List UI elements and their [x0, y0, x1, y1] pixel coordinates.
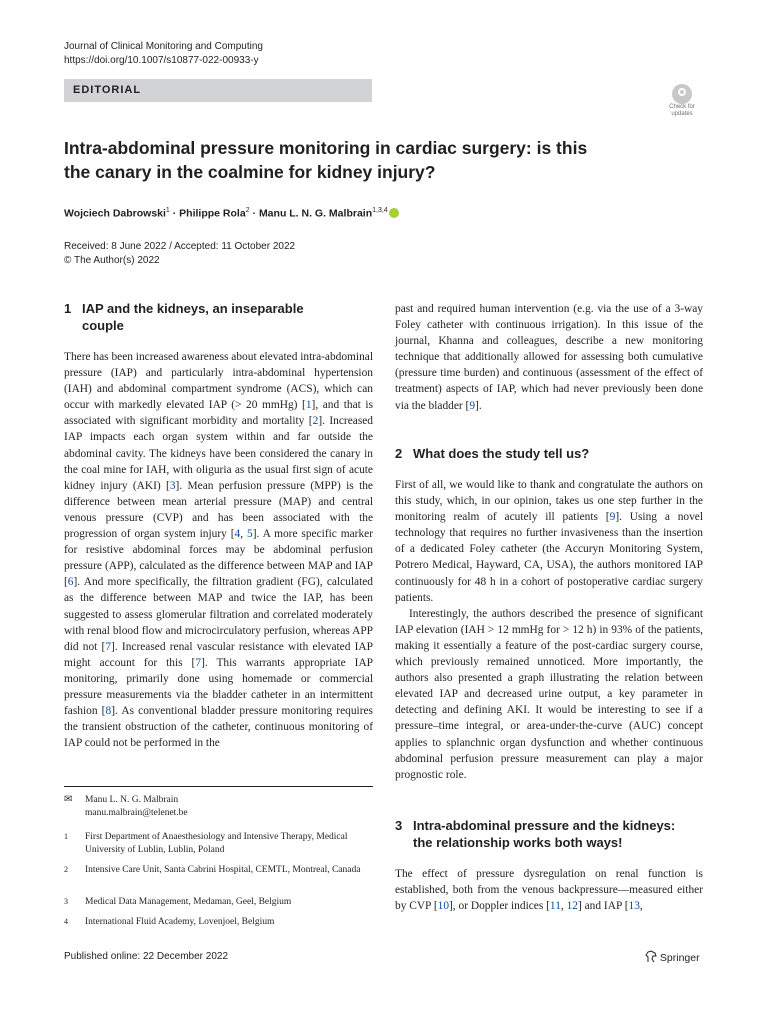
copyright-line: © The Author(s) 2022	[64, 255, 160, 266]
title-line-1: Intra-abdominal pressure monitoring in cardiac surgery: is this	[64, 138, 588, 158]
citation-link[interactable]: 7	[195, 656, 202, 669]
corresponding-author-email[interactable]: manu.malbrain@telenet.be	[85, 807, 188, 818]
section-title-line-1: IAP and the kidneys, an inseparable	[82, 301, 304, 316]
corresponding-author	[64, 794, 373, 820]
affiliation-mark: 2	[64, 865, 68, 874]
affiliation-item	[64, 916, 373, 930]
badge-line2: updates	[671, 111, 693, 117]
article-dates	[64, 240, 295, 268]
section-number: 1	[64, 301, 72, 316]
section-title-line-2: couple	[82, 318, 124, 333]
corresponding-author-name: Manu L. N. G. Malbrain	[85, 795, 179, 805]
citation-link[interactable]: 4	[234, 528, 241, 541]
article-type-banner: EDITORIAL	[64, 79, 372, 102]
citation-link[interactable]: 9	[469, 399, 476, 412]
paragraph: First of all, we would like to thank and congratulate the authors on this study, which, in our opinion, takes us one step further in the monitoring realm of acutely ill patients [9]. Using a novel technology that requires no further invasiveness than the insertion of a dedicated Foley catheter (the Accuryn Monitoring System, Potrero Medical, Hayward, CA, USA), the authors monitored IAP continuously for 48 h in a cohort of postoperative cardiac surgery patients.	[395, 479, 704, 604]
bookmark-icon	[672, 84, 692, 104]
affiliation-item	[64, 831, 373, 857]
section-number: 2	[395, 446, 403, 461]
citation-link[interactable]: 9	[609, 511, 616, 524]
paragraph: There has been increased awareness about elevated intra-abdominal pressure (IAP) and particularly intra-abdominal hypertension (IAH) and abdominal compartment syndrome (ACS), which can occur with markedly elevated IAP (> 20 mmHg) [1], and that is associated with significant morbidity and mortality [2]. Increased IAP impacts each organ system within and far outside the abdominal cavity. The kidneys have been considered the canary in the coal mine for IAH, with oliguria as the usual first sign of acute kidney injury (AKI) [3]. Mean perfusion pressure (MPP) is the difference between mean arterial pressure (MAP) and central venous pressure (CVP) and has been associated with the progression of organ system injury [4, 5]. A more specific marker for resistive abdominal forces may be abdominal perfusion pressure (APP), calculated as the difference between MAP and IAP [6]. And more specifically, the filtration gradient (FG), calculated as the difference between MAP and twice the IAP, has been suggested to assess glomerular filtration and correlated moderately with renal blood flow and microcirculatory perfusion, whereas APP did not [7]. Increased renal vascular resistance with elevated IAP might account for this [7]. This warrants appropriate IAP monitoring, primarily done using homemade or commercial pressure measurements via the bladder catheter in an intermittent fashion [8]. As conventional bladder pressure monitoring requires the transient obstruction of the catheter, continuous monitoring of IAP could not be performed in the	[64, 351, 374, 750]
citation-link[interactable]: 3	[169, 479, 176, 492]
author-name[interactable]: Philippe Rola	[179, 207, 246, 220]
citation-link[interactable]: 13	[628, 900, 640, 913]
check-for-updates-badge[interactable]	[662, 84, 702, 124]
springer-horse-icon	[645, 950, 657, 963]
affiliation-mark: 3	[64, 897, 68, 906]
affiliation-text: Intensive Care Unit, Santa Cabrini Hospital, CEMTL, Montreal, Canada	[85, 865, 361, 875]
title-line-2: the canary in the coalmine for kidney injury?	[64, 162, 436, 182]
citation-link[interactable]: 5	[247, 528, 253, 541]
paragraph: past and required human intervention (e.g. via the use of a 3-way Foley catheter with continuous irrigation). In this issue of the journal, Khanna and colleagues, describe a new monitoring technique that additionally allowed for assessing both cumulative (pressure time burden) and continuous (assessment of the effect of treatment) aspects of IAP, which had never previously been done via the bladder [9].	[395, 303, 703, 412]
footnote-divider	[64, 786, 373, 787]
section-1-heading	[64, 300, 364, 334]
paragraph: Interestingly, the authors described the presence of significant IAP elevation (IAH > 12 mmHg for > 12 h) in 93% of the patients, making it essentially a feature of the post-cardiac surgery course, which previously remained unnoticed. More importantly, the authors also presented a graph illustrating the relation between elevated IAP and decreased urine output, a key parameter in detecting and defining AKI. It would be interesting to see if a pressure–time integral, or area-under-the-curve (AUC) concept applies to splanchnic organ dysfunction and whether continuous abdominal perfusion pressure measurement can play a major prognostic role.	[395, 607, 703, 781]
doi-link[interactable]: https://doi.org/10.1007/s10877-022-00933-y	[64, 55, 259, 66]
citation-link[interactable]: 7	[105, 640, 112, 653]
publisher-logo	[645, 950, 700, 964]
section-title: What does the study tell us?	[413, 446, 590, 461]
affiliation-text: International Fluid Academy, Lovenjoel, Belgium	[85, 917, 275, 927]
section-2-heading	[395, 445, 703, 462]
citation-link[interactable]: 1	[305, 399, 312, 412]
badge-line1: Check for	[669, 104, 695, 110]
paragraph: The effect of pressure dysregulation on renal function is established, both from the venous backpressure—measured either by CVP [10], or Doppler indices [11, 12] and IAP [13,	[395, 868, 703, 913]
section-title-line-2: the relationship works both ways!	[413, 835, 623, 850]
journal-name: Journal of Clinical Monitoring and Computing	[64, 41, 263, 52]
affiliation-item	[64, 864, 373, 890]
orcid-icon[interactable]	[389, 208, 399, 218]
author-separator: ·	[249, 207, 259, 220]
received-accepted-dates: Received: 8 June 2022 / Accepted: 11 October 2022	[64, 241, 296, 252]
author-name[interactable]: Manu L. N. G. Malbrain	[258, 207, 373, 220]
affiliation-text: First Department of Anaesthesiology and Intensive Therapy, Medical University of Lublin, Lublin, Poland	[85, 832, 348, 855]
author-separator: ·	[169, 207, 180, 220]
affiliation-mark: 4	[64, 917, 68, 926]
right-column-continuation	[395, 301, 703, 414]
citation-link[interactable]: 10	[437, 900, 450, 913]
section-title-line-1: Intra-abdominal pressure and the kidneys:	[413, 818, 676, 833]
affiliation-text: Medical Data Management, Medaman, Geel, Belgium	[85, 897, 292, 907]
section-3-heading	[395, 817, 715, 851]
author-affiliation-marker: 1,3,4	[372, 207, 388, 214]
author-affiliation-marker: 1	[165, 207, 170, 214]
author-name[interactable]: Wojciech Dabrowski	[64, 207, 166, 220]
citation-link[interactable]: 6	[67, 576, 74, 589]
citation-link[interactable]: 12	[566, 900, 578, 913]
envelope-icon: ✉	[64, 794, 73, 805]
affiliation-item	[64, 896, 373, 910]
citation-link[interactable]: 8	[105, 705, 112, 718]
citation-link[interactable]: 2	[312, 415, 319, 428]
section-2-body	[395, 477, 703, 783]
published-online-date: Published online: 22 December 2022	[64, 951, 228, 962]
publisher-name: Springer	[659, 952, 700, 964]
section-3-body	[395, 866, 703, 914]
citation-link[interactable]: 11	[549, 900, 561, 913]
author-affiliation-marker: 2	[245, 207, 250, 214]
author-list	[64, 204, 584, 221]
section-number: 3	[395, 818, 403, 833]
article-title	[64, 136, 624, 184]
affiliation-mark: 1	[64, 832, 68, 841]
left-column-body	[64, 349, 373, 751]
